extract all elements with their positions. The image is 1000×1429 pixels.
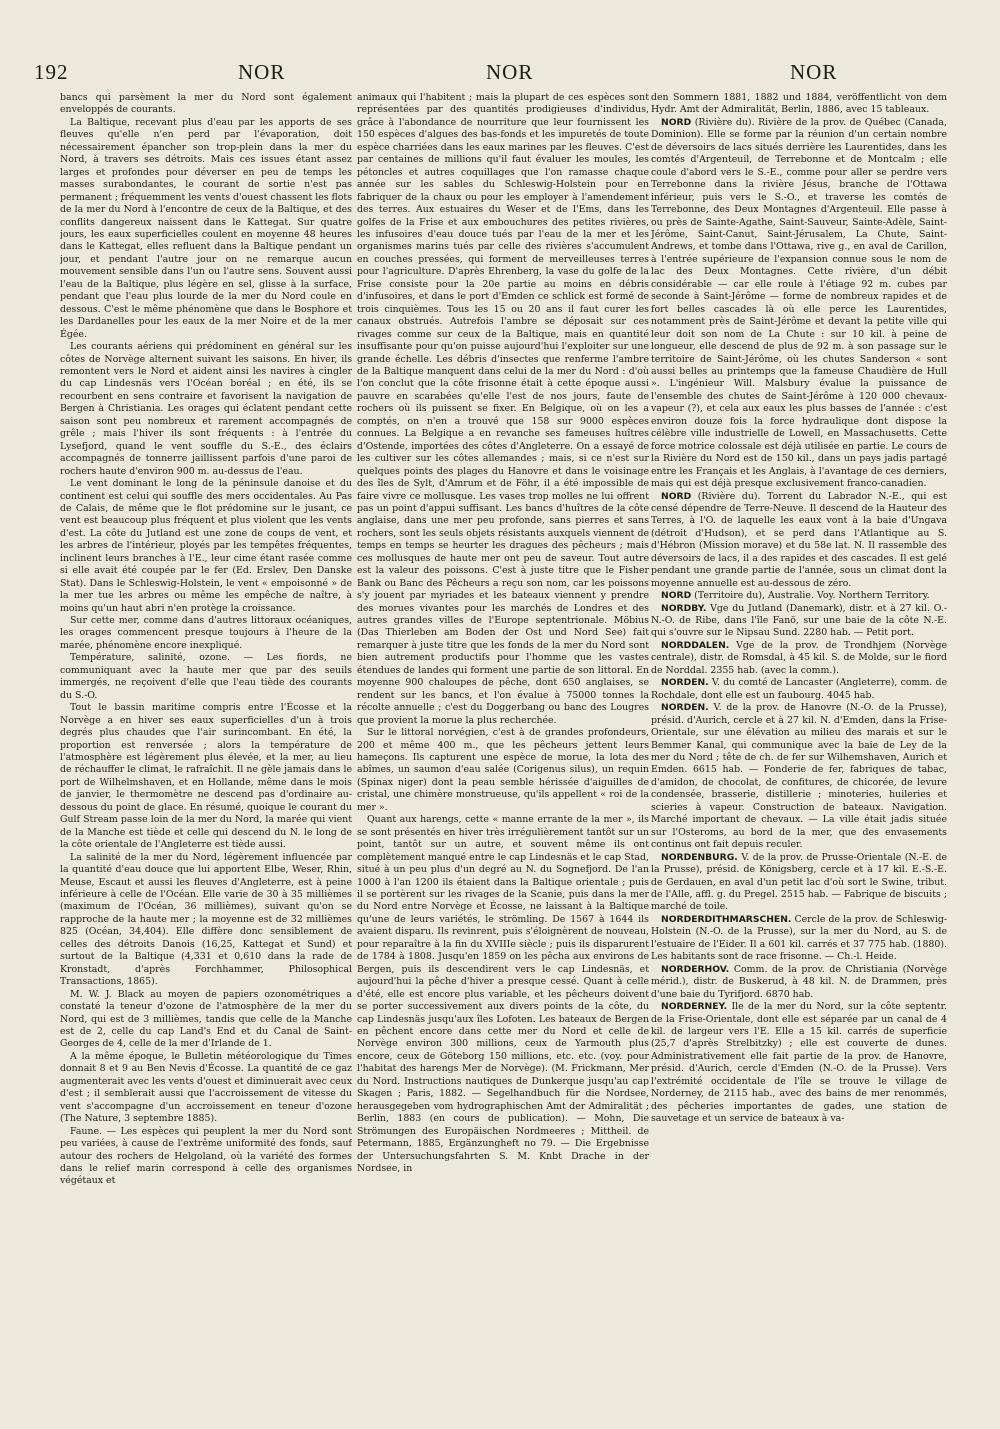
paragraph: Quant aux harengs, cette « manne errante de la mer », ils se sont présentés en hiver très irrégulièrement tantôt sur un point, tantôt sur un autre, et souvent même ils ont complètement manqué entre le cap Lindesnäs et le cap Stad, situé à un peu plus d'un degré au N. du Sognefjord. De l'an 1000 à l'an 1200 ils étaient dans la Baltique orientale ; puis il se portèrent sur les rivages de la Scanie, puis dans la mer du Nord entre Norvège et Écosse, ne laissant à la Baltique qu'une de leurs variétés, le strömling. De 1567 à 1644 ils avaient disparu. Ils revinrent, puis s'éloignèrent de nouveau, pour reparaître à la fin du XVIIIe siècle ; puis ils disparurent de 1784 à 1808. Jusqu'en 1859 on les pêcha aux environs de Bergen, puis ils descendirent vers le cap Lindesnäs, et aujourd'hui la pêche d'hiver a presque cessé. Quant à celle d'été, elle est encore plus variable, et les pêcheurs doivent se porter successivement aux divers points de la côte, du cap Lindesnäs jusqu'aux îles Lofoten. Les bateaux de Bergen en pêchent encore dans cette mer du Nord et celle de Norvège environ 300 millions, ceux de Yarmouth plus encore, ceux de Göteborg 150 millions, etc. etc. (voy. pour l'habitat des harengs Mer de Norvège). (M. Frickmann, Mer du Nord. Instructions nautiques de Dunkerque jusqu'au cap Skagen ; Paris, 1882. — Segelhandbuch für die Nordsee, herausgegeben vom hydrographischen Amt der Admiralität ; Berlin, 1883 (en cours de publication). — Mohn, Die Strömungen des Europäischen Nordmeeres ; Mittheil. de Petermann, 1885, Ergänzungheft no 79. — Die Ergebnisse der Untersuchungsfahrten S. M. Knbt Drache in der Nordsee, in bbox=[357, 814, 649, 1174]
entry-headword: NORDEN. bbox=[661, 677, 709, 689]
paragraph: den Sommern 1881, 1882 und 1884, veröffentlicht von dem Hydr. Amt der Admiralität, Berlin, 1886, avec 15 tableaux. bbox=[651, 92, 947, 116]
running-head-right: NOR bbox=[790, 60, 838, 84]
paragraph: La salinité de la mer du Nord, légèrement influencée par la quantité d'eau douce que lui apportent Elbe, Weser, Rhin, Meuse, Escaut et aussi les fleuves d'Angleterre, est à peine inférieure à celle de l'Océan. Elle varie de 30 à 35 millièmes (maximum de l'Océan, 36 millièmes), suivant qu'on se rapproche de la haute mer ; la moyenne est de 32 millièmes 825 (Océan, 34,404). Elle diffère donc sensiblement de celles des détroits Danois (16,25, Kattegat et Sund) et surtout de la Baltique (4,331 et 0,610 dans la rade de Kronstadt, d'après Forchhammer, Philosophical Transactions, 1865). bbox=[60, 851, 352, 988]
dictionary-entry bbox=[651, 702, 947, 851]
paragraph: Le vent dominant le long de la péninsule danoise et du continent est celui qui souffle des mers occidentales. Au Pas de Calais, de même que le flot prédomine sur le jusant, ce vent est beaucoup plus fréquent et plus violent que les vents d'est. La côte du Jutland est une zone de coups de vent, et les arbres de l'intérieur, ployés par les tempêtes fréquentes, inclinent leurs branches à l'E., leur cime étant rasée comme si elle avait été coupée par le fer (Ed. Erslev, Den Danske Stat). Dans le Schleswig-Holstein, le vent « empoisonné » de la mer tue les arbres ou même les empêche de naître, à moins qu'un haut abri n'en protège la croissance. bbox=[60, 478, 352, 614]
paragraph: A la même époque, le Bulletin météorologique du Times donnait 8 et 9 au Ben Nevis d'Écosse. La quantité de ce gaz augmenterait avec les vents d'ouest et diminuerait avec ceux d'est ; il semblerait aussi que l'accroissement de vitesse du vent s'accompagne d'un accroissement en teneur d'ozone (The Nature, 3 septembre 1885). bbox=[60, 1050, 352, 1125]
entry-headword: NORD bbox=[661, 590, 692, 602]
entry-text: Comm. de la prov. de Christiania (Norvège mérid.), distr. de Buskerud, à 48 kil. N. de Drammen, près d'une baie du Tyrifjord. 6870 hab. bbox=[651, 963, 947, 1000]
paragraph: bancs qui parsèment la mer du Nord sont également enveloppés de courants. bbox=[60, 92, 352, 116]
text-column-left bbox=[60, 92, 352, 1392]
entry-headword: NORD bbox=[661, 116, 692, 128]
dictionary-entry bbox=[651, 117, 947, 491]
entry-text: Vge de la prov. de Trondhjem (Norvège centrale), distr. de Romsdal, à 45 kil. S. de Molde, sur le fiord de Norddal. 2355 hab. (avec la comm.). bbox=[651, 639, 947, 676]
dictionary-entry bbox=[651, 852, 947, 914]
paragraph: animaux qui l'habitent ; mais la plupart de ces espèces sont représentées par des quantités prodigieuses d'individus, grâce à l'abondance de nourriture que leur fournissent les 150 espèces d'algues des bas-fonds et les impuretés de toute espèce charriées dans les eaux marines par les fleuves. C'est par centaines de millions qu'il faut évaluer les moules, les pétoncles et autres coquillages que l'on ramasse chaque année sur les sables du Schleswig-Holstein pour en fabriquer de la chaux ou pour les employer à l'amendement des terres. Aux estuaires du Weser et de l'Ems, dans les golfes de la Frise et aux embouchures des petites rivières, les infusoires d'eau douce tués par l'eau de la mer et les organismes marins tués par celle des rivières s'accumulent en couches pressées, qui forment de merveilleuses terres pour l'agriculture. D'après Ehrenberg, la vase du golfe de la Frise consiste pour la 20e partie au moins en débris d'infusoires, et dans le port d'Emden ce schlick est formé de trois cinquièmes. Tous les 15 ou 20 ans il faut curer les canaux obstrués. Autrefois l'ambre se déposait sur ces rivages comme sur ceux de la Baltique, mais en quantité insuffisante pour qu'on puisse aujourd'hui l'exploiter sur une grande échelle. Les débris d'insectes que renferme l'ambre de la Baltique manquent dans celui de la mer du Nord : d'où l'on conclut que la côte frisonne était à cette époque aussi pauvre en scarabées qu'elle l'est de nos jours, faute de rochers où ils puissent se fixer. En Belgique, où on les a comptés, on n'en a trouvé que 158 sur 9000 espèces connues. La Belgique a en revanche ses fameuses huîtres d'Ostende, importées des côtes d'Angleterre. On a essayé de les cultiver sur les côtes allemandes ; mais, si ce n'est sur quelques points des plages du Hanovre et dans le voisinage des îles de Sylt, d'Amrum et de Föhr, il a été impossible de faire vivre ce mollusque. Les vases trop molles ne lui offrent pas un point d'appui suffisant. Les bancs d'huîtres de la côte anglaise, dans une mer peu profonde, sans pierres et sans rochers, sont les seuls objets résistants auxquels viennent de temps en temps se heurter les dragues des pêcheurs ; mais ces mollusques de haute mer ont peu de saveur. Tout autre est la valeur des poissons. C'est à juste titre que le Fisher Bank ou Banc des Pêcheurs a reçu son nom, car les poissons s'y jouent par myriades et les bateaux viennent y prendre des morues vivantes pour les marchés de Londres et des autres grandes villes de l'Europe septentrionale. Möbius (Das Thierleben am Boden der Ost und Nord See) fait remarquer à juste titre que les fonds de la mer du Nord sont bien autrement productifs pour l'homme que les vastes étendues de landes qui forment une partie de son littoral. En moyenne 900 chaloupes de pêche, dont 650 anglaises, se rendent sur les bancs, et l'on évalue à 75000 tonnes la récolte annuelle ; c'est du Doggerbang ou banc des Lougres que provient la morue la plus recherchée. bbox=[357, 92, 649, 726]
dictionary-entry bbox=[651, 640, 947, 677]
entry-text: V. du comté de Lancaster (Angleterre), comm. de Rochdale, dont elle est un faubourg. 4045 hab. bbox=[651, 677, 947, 701]
entry-headword: NORDERNEY. bbox=[661, 1001, 728, 1013]
paragraph: M. W. J. Black au moyen de papiers ozonométriques a constaté la teneur d'ozone de l'atmosphère de la mer du Nord, qui est de 3 millièmes, tandis que celle de la Manche est de 2, celle du cap Land's End et du Canal de Saint-Georges de 4, celle de la mer d'Irlande de 1. bbox=[60, 988, 352, 1050]
dictionary-entry bbox=[651, 964, 947, 1001]
dictionary-entry bbox=[651, 590, 947, 602]
entry-headword: NORDERDITHMARSCHEN. bbox=[661, 913, 792, 925]
entry-text: (Rivière du). Torrent du Labrador N.-E., qui est censé dépendre de Terre-Neuve. Il descend de la Hauteur des Terres, à l'O. de laquelle les eaux vont à la baie d'Ungava (détroit d'Hudson), et se perd dans l'Atlantique au S. d'Hébron (Mission morave) et du 58e lat. N. Il rassemble des déversoirs de lacs, il a des rapides et des cascades. Il est gelé pendant une grande partie de l'année, sous un climat dont la moyenne annuelle est au-dessous de zéro. bbox=[651, 490, 947, 589]
running-head-center: NOR bbox=[486, 60, 534, 84]
entry-headword: NORDEN. bbox=[661, 702, 709, 714]
entry-text: Ile de la mer du Nord, sur la côte septentr. de la Frise-Orientale, dont elle est séparée par un canal de 4 kil. de largeur vers l'E. Elle a 15 kil. carrés de superficie (25,7 d'après Strelbitzky) ; elle est couverte de dunes. Administrativement elle fait partie de la prov. de Hanovre, présid. d'Aurich, cercle d'Emden (N.-O. de la Prusse). Vers l'extrémité occidentale de l'île se trouve le village de Norderney, de 2115 hab., avec des bains de mer renommés, des pêcheries importantes de gades, une station de sauvetage et un service de bateaux à va- bbox=[651, 1001, 947, 1125]
dictionary-entry bbox=[651, 1001, 947, 1126]
entry-text: (Territoire du), Australie. Voy. Northern Territory. bbox=[691, 590, 930, 602]
paragraph: Faune. — Les espèces qui peuplent la mer du Nord sont peu variées, à cause de l'extrême uniformité des fonds, sauf autour des rochers de Helgoland, où la variété des formes dans le relief marin correspond à celle des organismes végétaux et bbox=[60, 1125, 352, 1187]
paragraph: Sur cette mer, comme dans d'autres littoraux océaniques, les orages commencent presque toujours à l'heure de la marée, phénomène encore inexpliqué. bbox=[60, 615, 352, 651]
entry-text: V. de la prov. de Hanovre (N.-O. de la Prusse), présid. d'Aurich, cercle et à 27 kil. N. d'Emden, dans la Frise-Orientale, sur une élévation au milieu des marais et sur le Bemmer Kanal, qui communique avec la baie de Ley de la mer du Nord ; tête de ch. de fer sur Wilhemshaven, Aurich et Emden. 6615 hab. — Fonderie de fer, fabriques de tabac, d'amidon, de chocolat, de confitures, de chicorée, de levure condensée, brasserie, distillerie ; minoteries, huileries et scieries à vapeur. Construction de bateaux. Navigation. Marché important de chevaux. — La ville était jadis située sur l'Osteroms, au bord de la mer, que des envasements continus ont fait depuis reculer. bbox=[651, 702, 947, 851]
entry-text: (Rivière du). Rivière de la prov. de Québec (Canada, Dominion). Elle se forme par la réunion d'un certain nombre de déversoirs de lacs situés derrière les Laurentides, dans les comtés d'Argenteuil, de Terrebonne et de Montcalm ; elle coule d'abord vers le S.-E., comme pour aller se perdre vers Terrebonne dans la rivière Jésus, branche de l'Ottawa inférieur, puis vers le S.-O., et traverse les comtés de Terrebonne, des Deux Montagnes d'Argenteuil. Elle passe à ou près de Sainte-Agathe, Saint-Sauveur, Sainte-Adèle, Saint-Jérôme, Saint-Canut, Saint-Jérusalem, La Chute, Saint-Andrews, et tombe dans l'Ottawa, rive g., en aval de Carillon, à l'entrée supérieure de l'expansion connue sous le nom de lac des Deux Montagnes. Cette rivière, d'un débit considérable — car elle roule à l'étiage 92 m. cubes par seconde à Saint-Jérôme — forme de nombreux rapides et de fort belles cascades là où elle perce les Laurentides, notamment près de Saint-Jérôme et devant la petite ville qui leur doit son nom de La Chute : sur 10 kil. à peine de longueur, elle descend de plus de 92 m. à son passage sur le territoire de Saint-Jérôme, où les chutes Sanderson « sont aussi belles au printemps que la fameuse Chaudière de Hull ». L'ingénieur Will. Malsbury évalue la puissance de l'ensemble des chutes de Saint-Jérôme à 120 000 chevaux-vapeur (?), et cela aux eaux les plus basses de l'année : c'est environ douze fois la force hydraulique dont dispose la célèbre ville industrielle de Lowell, en Massachusetts. Cette force motrice colossale est déjà utilisée en partie. Le cours de la Rivière du Nord est de 150 kil., dans un pays jadis partagé entre les Français et les Anglais, à l'avantage de ces derniers, mais qui est déjà presque exclusivement franco-canadien. bbox=[651, 116, 947, 490]
entry-headword: NORDBY. bbox=[661, 602, 707, 614]
entry-headword: NORD bbox=[661, 490, 692, 502]
paragraph: Les courants aériens qui prédominent en général sur les côtes de Norvège alternent suivant les saisons. En hiver, ils remontent vers le Nord et aident ainsi les navires à cingler du cap Lindesnäs vers l'Océan boréal ; en été, ils se recourbent en sens contraire et favorisent la navigation de Bergen à Christiania. Les orages qui éclatent pendant cette saison sont peu nombreux et rarement accompagnés de grêle ; mais l'hiver ils sont fréquents : à l'entrée du Lysefjord, quand le vent souffle du S.-E., des éclairs accompagnés de tonnerre jaillissent parfois d'une paroi de rochers haute d'environ 900 m. au-dessus de l'eau. bbox=[60, 341, 352, 477]
dictionary-entry bbox=[651, 914, 947, 964]
text-column-middle bbox=[357, 92, 649, 1392]
entry-headword: NORDERHOV. bbox=[661, 963, 730, 975]
paragraph: Tout le bassin maritime compris entre l'Écosse et la Norvège a en hiver ses eaux superficielles d'un à trois degrés plus chaudes que l'air surincombant. En été, la proportion est renversée ; alors la température de l'atmosphère est légèrement plus élevée, et la mer, au lieu de réchauffer le climat, le rafraîchit. Il ne gèle jamais dans le port de Wilhelmshaven, et en Hollande, même dans le mois de janvier, le thermomètre ne descend pas d'ordinaire au-dessous du point de glace. En résumé, quoique le courant du Gulf Stream passe loin de la mer du Nord, la marée qui vient de la Manche est tiède et celle qui descend du N. le long de la côte orientale de l'Angleterre est tiède aussi. bbox=[60, 702, 352, 851]
dictionary-entry bbox=[651, 677, 947, 702]
text-column-right bbox=[651, 92, 947, 1392]
entry-text: Cercle de la prov. de Schleswig-Holstein (N.-O. de la Prusse), sur la mer du Nord, au S. de l'estuaire de l'Eider. Il a 601 kil. carrés et 37 775 hab. (1880). Les habitants sont de race frisonne. — Ch.-l. Heide. bbox=[651, 913, 947, 963]
entry-headword: NORDENBURG. bbox=[661, 851, 738, 863]
paragraph: Température, salinité, ozone. — Les fiords, ne communiquant avec la haute mer que par des seuils immergés, ne reçoivent d'elle que l'eau tiède des courants du S.-O. bbox=[60, 652, 352, 701]
entry-text: Vge du Jutland (Danemark), distr. et à 27 kil. O.-N.-O. de Ribe, dans l'île Fanö, sur une baie de la côte N.-E. qui s'ouvre sur le Nipsau Sund. 2280 hab. — Petit port. bbox=[651, 602, 947, 639]
dictionary-entry bbox=[651, 603, 947, 640]
dictionary-entry bbox=[651, 491, 947, 591]
page-number: 192 bbox=[34, 60, 69, 84]
running-head-left: NOR bbox=[238, 60, 286, 84]
paragraph: La Baltique, recevant plus d'eau par les apports de ses fleuves qu'elle n'en perd par l'évaporation, doit nécessairement épancher son trop-plein dans la mer du Nord, à travers ses détroits. Mais ces issues étant assez larges et profondes pour déverser en peu de temps les masses surabondantes, le courant de sortie n'est pas permanent ; fréquemment les vents d'ouest chassent les flots de la mer du Nord à l'encontre de ceux de la Baltique, et des conflits dangereux naissent dans le Kattegat. Sur quatre jours, les eaux superficielles coulent en moyenne 48 heures dans le Kattegat, elles refluent dans la Baltique pendant un jour, et pendant l'autre jour on ne remarque aucun mouvement sensible dans l'un ou l'autre sens. Souvent aussi l'eau de la Baltique, plus légère en sel, glisse à la surface, pendant que l'eau plus lourde de la mer du Nord coule en dessous. C'est le même phénomène que dans le Bosphore et les Dardanelles pour les eaux de la mer Noire et de la mer Égée. bbox=[60, 116, 352, 340]
entry-text: V. de la prov. de Prusse-Orientale (N.-E. de la Prusse), présid. de Königsberg, cercle et à 17 kil. E.-S.-E. de Gerdauen, en aval d'un petit lac d'où sort le Swine, tribut. de l'Alle, affl. g. du Pregel. 2515 hab. — Fabrique de biscuits ; marché de toile. bbox=[651, 851, 947, 913]
entry-headword: NORDDALEN. bbox=[661, 639, 730, 651]
paragraph: Sur le littoral norvégien, c'est à de grandes profondeurs, 200 et même 400 m., que les pêcheurs jettent leurs hameçons. Ils capturent une espèce de morue, la lota des abîmes, un saumon d'eau salée (Corigenus silus), un requin (Spinax niger) dont la peau semble hérissée d'aiguilles de cristal, une chimère monstrueuse, qu'ils appellent « roi de la mer ». bbox=[357, 727, 649, 813]
